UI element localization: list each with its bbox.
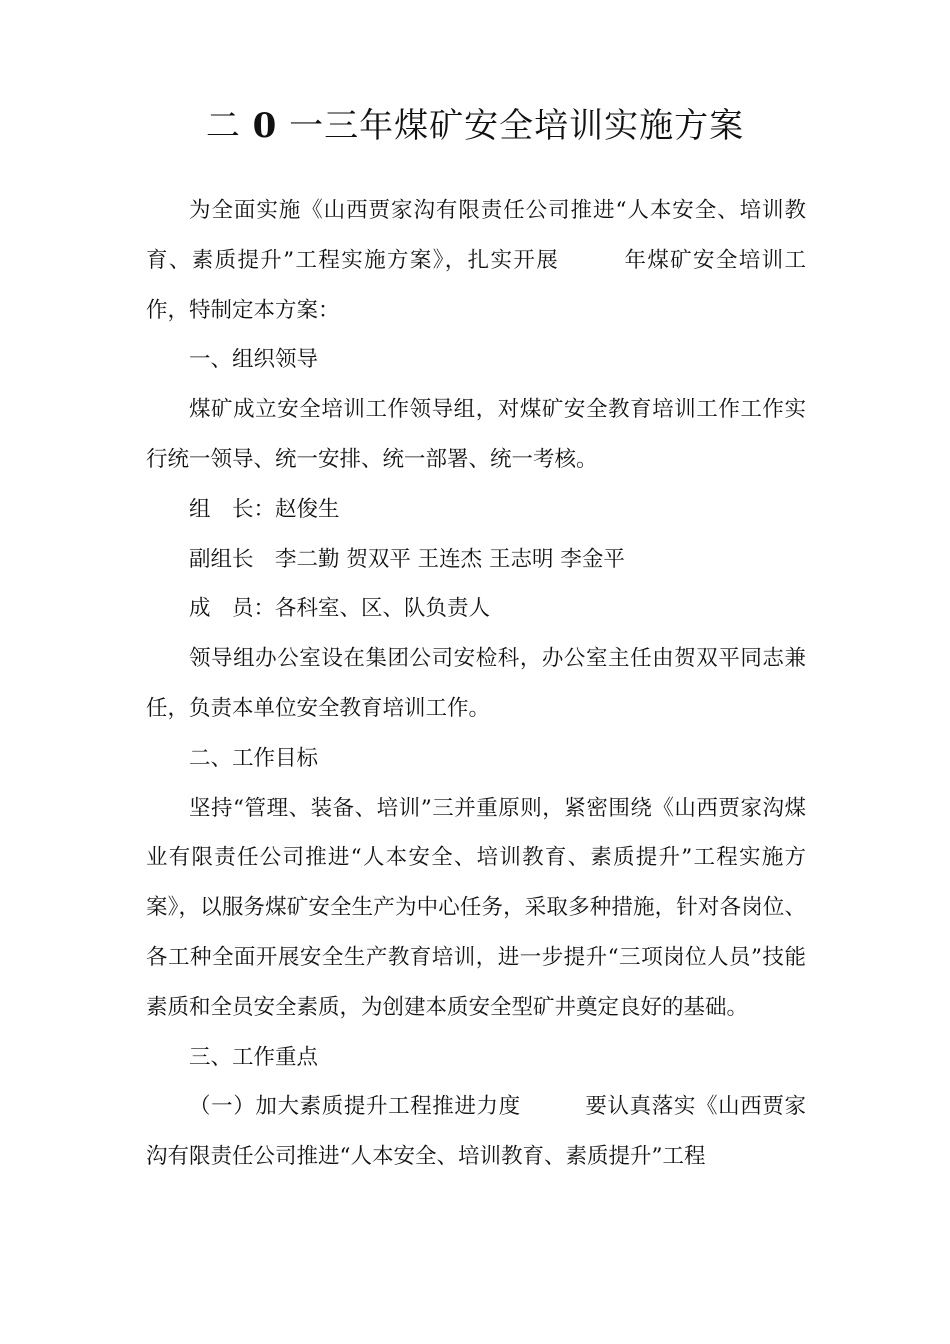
- title-prefix: 二: [205, 106, 241, 146]
- title-zero: 0: [252, 106, 278, 146]
- deputy-line: 副组长 李二勤 贺双平 王连杰 王志明 李金平: [189, 546, 625, 572]
- leader-line: 组 长：赵俊生: [189, 496, 340, 522]
- section-heading-2: 二、工作目标: [189, 745, 319, 771]
- intro-text-b: 年煤矿安全培训工作，特制定本方案：: [146, 247, 806, 323]
- focus-paragraph: [146, 1082, 806, 1182]
- section-heading-3: 三、工作重点: [189, 1044, 319, 1070]
- intro-text-a: 为全面实施《山西贾家沟有限责任公司推进“人本安全、培训教育、素质提升”工程实施方案》，扎实开展: [146, 198, 806, 273]
- title-suffix: 一三年煤矿安全培训实施方案: [289, 106, 745, 146]
- intro-paragraph: [146, 186, 806, 335]
- members-line: 成 员：各科室、区、队负责人: [189, 596, 491, 622]
- document-title: [0, 98, 950, 154]
- goal-paragraph: 坚持“管理、装备、培训”三并重原则，紧密围绕《山西贾家沟煤业有限责任公司推进“人本安全、培训教育、素质提升”工程实施方案》，以服务煤矿安全生产为中心任务，采取多种措施，针对各岗位、各工种全面开展安全生产教育培训，进一步提升“三项岗位人员”技能素质和全员安全素质，为创建本质安全型矿井奠定良好的基础。: [146, 795, 806, 1020]
- document-body: [146, 186, 806, 1182]
- focus-subheading: （一）加大素质提升工程推进力度: [189, 1094, 521, 1120]
- section-heading-1: 一、组织领导: [189, 347, 319, 373]
- org-paragraph: 煤矿成立安全培训工作领导组，对煤矿安全教育培训工作工作实行统一领导、统一安排、统一部署、统一考核。: [146, 397, 806, 472]
- focus-text: 要认真落实《山西贾家沟有限责任公司推进“人本安全、培训教育、素质提升”工程: [146, 1094, 806, 1170]
- office-paragraph: 领导组办公室设在集团公司安检科，办公室主任由贺双平同志兼任，负责本单位安全教育培训工作。: [146, 646, 806, 721]
